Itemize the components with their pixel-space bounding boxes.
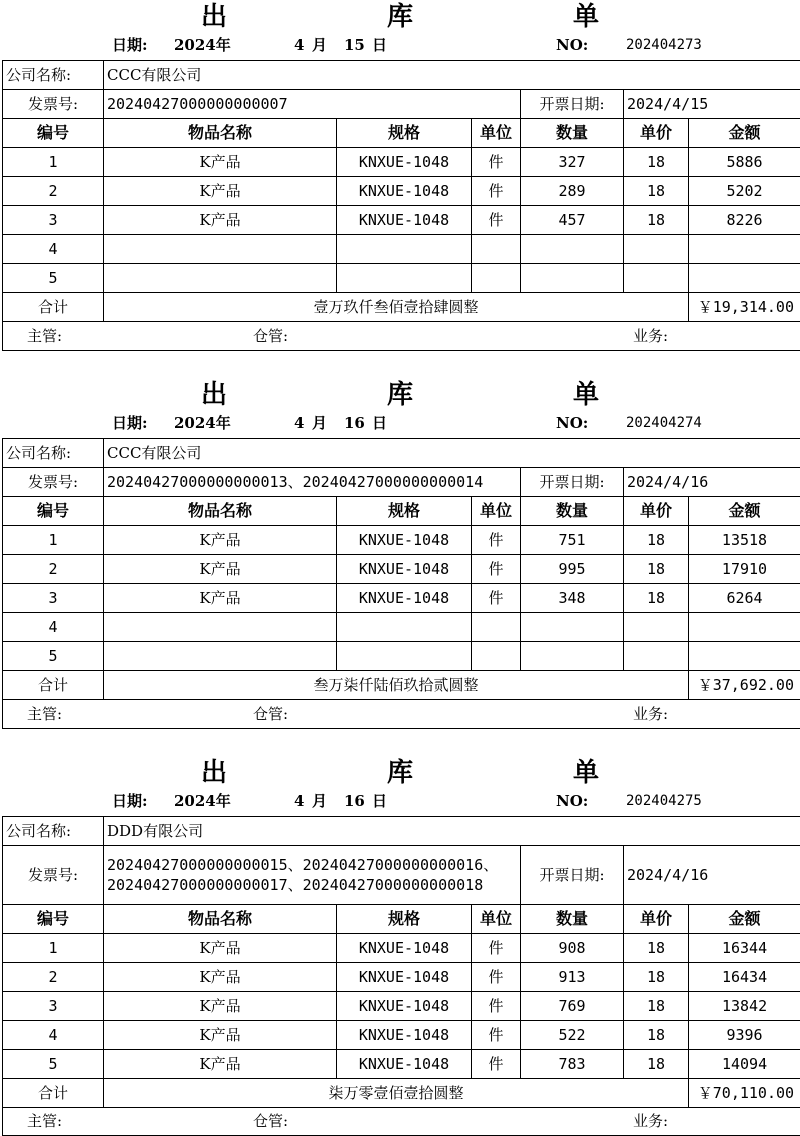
- date-year: 2024年: [174, 790, 231, 812]
- day-suffix: 日: [372, 34, 387, 56]
- total-amount: ￥37,692.00: [689, 671, 800, 700]
- row-spec: KNXUE-1048: [337, 177, 472, 206]
- row-no: 4: [3, 1021, 104, 1050]
- business-label: 业务:: [633, 700, 668, 728]
- slip-number: 202404274: [626, 412, 702, 434]
- row-amount: 5886: [689, 148, 800, 177]
- row-unit: [472, 613, 521, 642]
- row-no: 2: [3, 177, 104, 206]
- row-no: 4: [3, 235, 104, 264]
- row-qty: 522: [521, 1021, 624, 1050]
- row-spec: [337, 264, 472, 293]
- invoice-label: 发票号:: [3, 90, 104, 119]
- row-no: 1: [3, 934, 104, 963]
- col-header-unit: 单位: [472, 497, 521, 526]
- col-header-no: 编号: [3, 497, 104, 526]
- row-qty: [521, 613, 624, 642]
- row-unit: [472, 642, 521, 671]
- row-name: K产品: [104, 1021, 337, 1050]
- table-row: [3, 1021, 800, 1050]
- row-no: 2: [3, 963, 104, 992]
- invoice-value: 20240427000000000007: [104, 90, 521, 119]
- slip-title: 出 库 单: [0, 378, 800, 412]
- date-month: 4: [294, 412, 304, 434]
- row-spec: [337, 642, 472, 671]
- signature-row: [2, 700, 800, 729]
- slip-number: 202404275: [626, 790, 702, 812]
- month-suffix: 月: [312, 412, 327, 434]
- row-amount: 9396: [689, 1021, 800, 1050]
- col-header-unit: 单位: [472, 905, 521, 934]
- date-line: [0, 412, 800, 434]
- company-value: CCC有限公司: [104, 439, 800, 468]
- table-row: [3, 584, 800, 613]
- row-spec: KNXUE-1048: [337, 1050, 472, 1079]
- no-label: NO:: [556, 790, 588, 812]
- date-month: 4: [294, 34, 304, 56]
- invoice-date-label: 开票日期:: [521, 468, 624, 497]
- slip-number: 202404273: [626, 34, 702, 56]
- row-price: [624, 642, 689, 671]
- row-no: 3: [3, 206, 104, 235]
- row-price: 18: [624, 1050, 689, 1079]
- invoice-value: 20240427000000000015、20240427000000000016、20240427000000000017、20240427000000000018: [104, 846, 521, 905]
- row-name: [104, 235, 337, 264]
- row-qty: 289: [521, 177, 624, 206]
- date-day: 16: [344, 790, 365, 812]
- col-header-spec: 规格: [337, 905, 472, 934]
- row-unit: 件: [472, 1021, 521, 1050]
- invoice-label: 发票号:: [3, 468, 104, 497]
- col-header-amount: 金额: [689, 905, 800, 934]
- row-no: 4: [3, 613, 104, 642]
- slip-table: [2, 60, 800, 322]
- row-amount: 17910: [689, 555, 800, 584]
- col-header-price: 单价: [624, 905, 689, 934]
- col-header-price: 单价: [624, 497, 689, 526]
- row-unit: 件: [472, 1050, 521, 1079]
- row-amount: [689, 642, 800, 671]
- row-price: 18: [624, 555, 689, 584]
- date-label: 日期:: [112, 790, 148, 812]
- table-row: [3, 642, 800, 671]
- table-row: [3, 934, 800, 963]
- col-header-price: 单价: [624, 119, 689, 148]
- date-month: 4: [294, 790, 304, 812]
- row-amount: 5202: [689, 177, 800, 206]
- company-label: 公司名称:: [3, 439, 104, 468]
- table-row: [3, 235, 800, 264]
- row-qty: [521, 264, 624, 293]
- row-price: 18: [624, 584, 689, 613]
- row-price: [624, 613, 689, 642]
- row-amount: 16434: [689, 963, 800, 992]
- row-unit: [472, 264, 521, 293]
- row-spec: KNXUE-1048: [337, 963, 472, 992]
- total-words: 叁万柒仟陆佰玖拾贰圆整: [104, 671, 689, 700]
- row-spec: KNXUE-1048: [337, 555, 472, 584]
- company-label: 公司名称:: [3, 817, 104, 846]
- row-spec: KNXUE-1048: [337, 526, 472, 555]
- date-line: [0, 790, 800, 812]
- col-header-name: 物品名称: [104, 119, 337, 148]
- row-price: 18: [624, 1021, 689, 1050]
- row-name: K产品: [104, 526, 337, 555]
- row-amount: [689, 613, 800, 642]
- business-label: 业务:: [633, 322, 668, 350]
- table-row: [3, 1050, 800, 1079]
- row-qty: [521, 642, 624, 671]
- row-spec: KNXUE-1048: [337, 992, 472, 1021]
- table-row: [3, 148, 800, 177]
- row-name: K产品: [104, 555, 337, 584]
- row-name: K产品: [104, 148, 337, 177]
- row-price: 18: [624, 963, 689, 992]
- total-amount: ￥70,110.00: [689, 1079, 800, 1108]
- col-header-qty: 数量: [521, 497, 624, 526]
- row-no: 3: [3, 584, 104, 613]
- row-qty: [521, 235, 624, 264]
- total-words: 壹万玖仟叁佰壹拾肆圆整: [104, 293, 689, 322]
- row-unit: 件: [472, 963, 521, 992]
- slip-table: [2, 816, 800, 1108]
- manager-label: 主管:: [27, 1107, 62, 1135]
- row-name: K产品: [104, 963, 337, 992]
- col-header-name: 物品名称: [104, 905, 337, 934]
- row-name: [104, 613, 337, 642]
- row-no: 3: [3, 992, 104, 1021]
- row-price: [624, 264, 689, 293]
- date-year: 2024年: [174, 412, 231, 434]
- day-suffix: 日: [372, 412, 387, 434]
- col-header-spec: 规格: [337, 497, 472, 526]
- date-year: 2024年: [174, 34, 231, 56]
- table-row: [3, 555, 800, 584]
- row-spec: KNXUE-1048: [337, 1021, 472, 1050]
- col-header-qty: 数量: [521, 119, 624, 148]
- slip-table: [2, 438, 800, 700]
- row-unit: 件: [472, 206, 521, 235]
- row-price: 18: [624, 177, 689, 206]
- invoice-date-label: 开票日期:: [521, 846, 624, 905]
- no-label: NO:: [556, 412, 588, 434]
- invoice-label: 发票号:: [3, 846, 104, 905]
- total-label: 合计: [3, 1079, 104, 1108]
- row-spec: KNXUE-1048: [337, 934, 472, 963]
- col-header-no: 编号: [3, 905, 104, 934]
- signature-row: [2, 322, 800, 351]
- row-spec: [337, 613, 472, 642]
- warehouse-label: 仓管:: [253, 1107, 288, 1135]
- row-spec: KNXUE-1048: [337, 584, 472, 613]
- row-amount: [689, 264, 800, 293]
- slip-title: 出 库 单: [0, 0, 800, 34]
- col-header-spec: 规格: [337, 119, 472, 148]
- company-label: 公司名称:: [3, 61, 104, 90]
- table-row: [3, 177, 800, 206]
- col-header-unit: 单位: [472, 119, 521, 148]
- row-spec: KNXUE-1048: [337, 148, 472, 177]
- row-no: 5: [3, 642, 104, 671]
- total-amount: ￥19,314.00: [689, 293, 800, 322]
- row-name: K产品: [104, 992, 337, 1021]
- row-qty: 751: [521, 526, 624, 555]
- row-price: 18: [624, 526, 689, 555]
- table-row: [3, 206, 800, 235]
- invoice-value: 20240427000000000013、20240427000000000014: [104, 468, 521, 497]
- date-line: [0, 34, 800, 56]
- total-words: 柒万零壹佰壹拾圆整: [104, 1079, 689, 1108]
- manager-label: 主管:: [27, 322, 62, 350]
- row-name: [104, 264, 337, 293]
- row-price: 18: [624, 148, 689, 177]
- day-suffix: 日: [372, 790, 387, 812]
- row-price: 18: [624, 992, 689, 1021]
- table-row: [3, 526, 800, 555]
- row-price: 18: [624, 206, 689, 235]
- slip-title: 出 库 单: [0, 756, 800, 790]
- invoice-date-value: 2024/4/16: [624, 846, 800, 905]
- row-no: 1: [3, 526, 104, 555]
- signature-row: [2, 1107, 800, 1136]
- table-row: [3, 992, 800, 1021]
- total-label: 合计: [3, 671, 104, 700]
- row-qty: 995: [521, 555, 624, 584]
- row-qty: 348: [521, 584, 624, 613]
- manager-label: 主管:: [27, 700, 62, 728]
- col-header-name: 物品名称: [104, 497, 337, 526]
- row-no: 5: [3, 264, 104, 293]
- col-header-amount: 金额: [689, 497, 800, 526]
- date-day: 16: [344, 412, 365, 434]
- row-amount: 14094: [689, 1050, 800, 1079]
- row-unit: 件: [472, 526, 521, 555]
- row-unit: 件: [472, 555, 521, 584]
- row-spec: KNXUE-1048: [337, 206, 472, 235]
- table-row: [3, 613, 800, 642]
- row-qty: 327: [521, 148, 624, 177]
- table-row: [3, 264, 800, 293]
- row-amount: 6264: [689, 584, 800, 613]
- col-header-qty: 数量: [521, 905, 624, 934]
- warehouse-label: 仓管:: [253, 322, 288, 350]
- invoice-date-value: 2024/4/15: [624, 90, 800, 119]
- date-label: 日期:: [112, 34, 148, 56]
- row-amount: 8226: [689, 206, 800, 235]
- total-label: 合计: [3, 293, 104, 322]
- row-name: K产品: [104, 206, 337, 235]
- date-label: 日期:: [112, 412, 148, 434]
- month-suffix: 月: [312, 790, 327, 812]
- date-day: 15: [344, 34, 365, 56]
- invoice-date-value: 2024/4/16: [624, 468, 800, 497]
- row-price: [624, 235, 689, 264]
- row-unit: 件: [472, 584, 521, 613]
- row-qty: 769: [521, 992, 624, 1021]
- row-spec: [337, 235, 472, 264]
- company-value: DDD有限公司: [104, 817, 800, 846]
- row-amount: 13518: [689, 526, 800, 555]
- row-name: [104, 642, 337, 671]
- invoice-date-label: 开票日期:: [521, 90, 624, 119]
- row-name: K产品: [104, 1050, 337, 1079]
- row-qty: 783: [521, 1050, 624, 1079]
- month-suffix: 月: [312, 34, 327, 56]
- row-unit: 件: [472, 148, 521, 177]
- row-qty: 457: [521, 206, 624, 235]
- row-qty: 913: [521, 963, 624, 992]
- row-name: K产品: [104, 177, 337, 206]
- row-qty: 908: [521, 934, 624, 963]
- table-row: [3, 963, 800, 992]
- row-unit: 件: [472, 934, 521, 963]
- row-no: 5: [3, 1050, 104, 1079]
- no-label: NO:: [556, 34, 588, 56]
- row-amount: 16344: [689, 934, 800, 963]
- col-header-no: 编号: [3, 119, 104, 148]
- row-name: K产品: [104, 584, 337, 613]
- warehouse-label: 仓管:: [253, 700, 288, 728]
- row-unit: 件: [472, 177, 521, 206]
- row-unit: [472, 235, 521, 264]
- row-no: 1: [3, 148, 104, 177]
- row-no: 2: [3, 555, 104, 584]
- row-unit: 件: [472, 992, 521, 1021]
- business-label: 业务:: [633, 1107, 668, 1135]
- row-amount: [689, 235, 800, 264]
- row-price: 18: [624, 934, 689, 963]
- row-name: K产品: [104, 934, 337, 963]
- row-amount: 13842: [689, 992, 800, 1021]
- company-value: CCC有限公司: [104, 61, 800, 90]
- col-header-amount: 金额: [689, 119, 800, 148]
